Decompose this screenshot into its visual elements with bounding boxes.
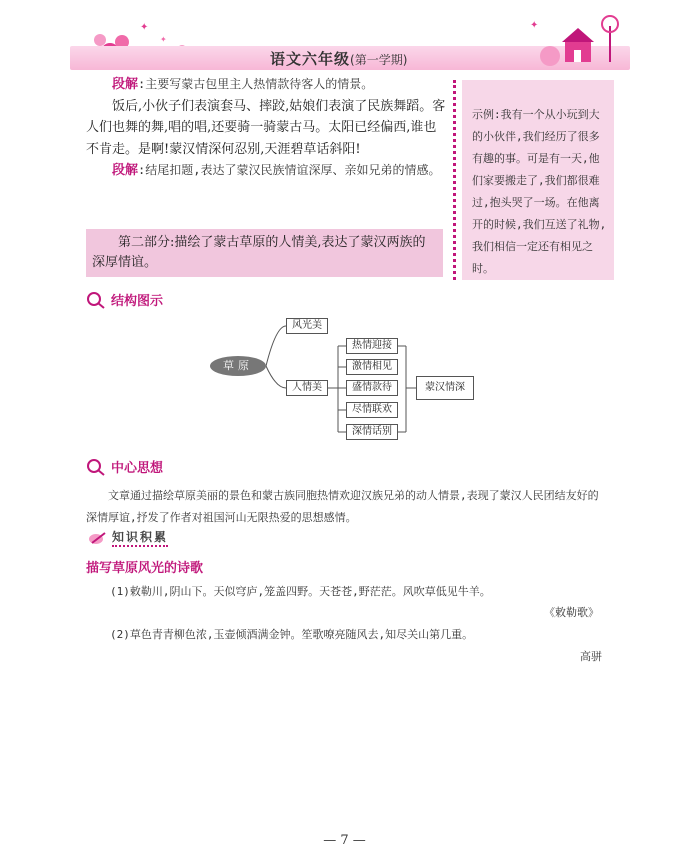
diagram-leaf: 热情迎接: [346, 338, 398, 354]
pen-icon: [88, 530, 108, 546]
sidebar-text: 示例:我有一个从小玩到大的小伙伴,我们经历了很多有趣的事。可是有一天,他们家要搬走了,我们都很难过,抱头哭了一场。在他离开的时候,我们互送了礼物,我们相信一定还有相见之时。: [462, 80, 614, 280]
diagram-branch-scenery: 风光美: [286, 318, 328, 334]
diagram-branch-people: 人情美: [286, 380, 328, 396]
svg-text:✦: ✦: [140, 22, 149, 33]
page-header: [70, 12, 630, 70]
book-title: 语文六年级(第一学期): [270, 50, 408, 68]
diagram-result: 蒙汉情深: [416, 376, 474, 400]
diagram-leaf: 激情相见: [346, 359, 398, 375]
summary-text: 第二部分:描绘了蒙古草原的人情美,表达了蒙汉两族的深厚情谊。: [92, 235, 426, 270]
poem-2-source: 高骈: [580, 650, 602, 663]
magnifier-icon: [86, 291, 108, 309]
poem-heading: 描写草原风光的诗歌: [86, 561, 204, 576]
diagram-leaf: 深情话别: [346, 424, 398, 440]
diagram-leaf: 盛情款待: [346, 380, 398, 396]
poem-2: (2)草色青青柳色浓,玉壶倾酒满金钟。笙歌嘹亮随风去,知尽关山第几重。: [110, 628, 474, 641]
page-number: — 7 —: [323, 833, 366, 848]
main-text: [86, 74, 446, 182]
diagram-leaf: 尽情联欢: [346, 402, 398, 418]
svg-text:✦: ✦: [160, 35, 167, 44]
knowledge-heading: 知识积累: [88, 528, 168, 547]
center-text: 文章通过描绘草原美丽的景色和蒙古族同胞热情欢迎汉族兄弟的动人情景,表现了蒙汉人民团结友好的深情厚谊,抒发了作者对祖国河山无限热爱的思想感情。: [86, 489, 599, 524]
poem-1-source: 《敕勒歌》: [544, 606, 599, 619]
structure-diagram: [200, 318, 490, 448]
summary-box: [86, 229, 443, 277]
poem-1: (1)敕勒川,阴山下。天似穹庐,笼盖四野。天苍苍,野茫茫。风吹草低见牛羊。: [110, 585, 491, 598]
sidebar-example: [453, 80, 608, 280]
svg-text:✦: ✦: [530, 20, 539, 31]
diagram-root: 草原: [210, 356, 266, 376]
house-decoration-icon: [510, 12, 630, 70]
paragraph-analysis-2: 段解:结尾扣题,表达了蒙汉民族情谊深厚、亲如兄弟的情感。: [112, 163, 441, 178]
structure-heading: 结构图示: [86, 290, 163, 309]
center-heading: 中心思想: [86, 457, 163, 476]
paragraph-analysis-1: 段解:主要写蒙古包里主人热情款待客人的情景。: [112, 77, 374, 92]
paragraph-text: 饭后,小伙子们表演套马、摔跤,姑娘们表演了民族舞蹈。客人们也舞的舞,唱的唱,还要骑一骑蒙古马。太阳已经偏西,谁也不肯走。是啊!蒙汉情深何忍别,天涯碧草话斜阳!: [86, 98, 446, 157]
magnifier-icon: [86, 458, 108, 476]
